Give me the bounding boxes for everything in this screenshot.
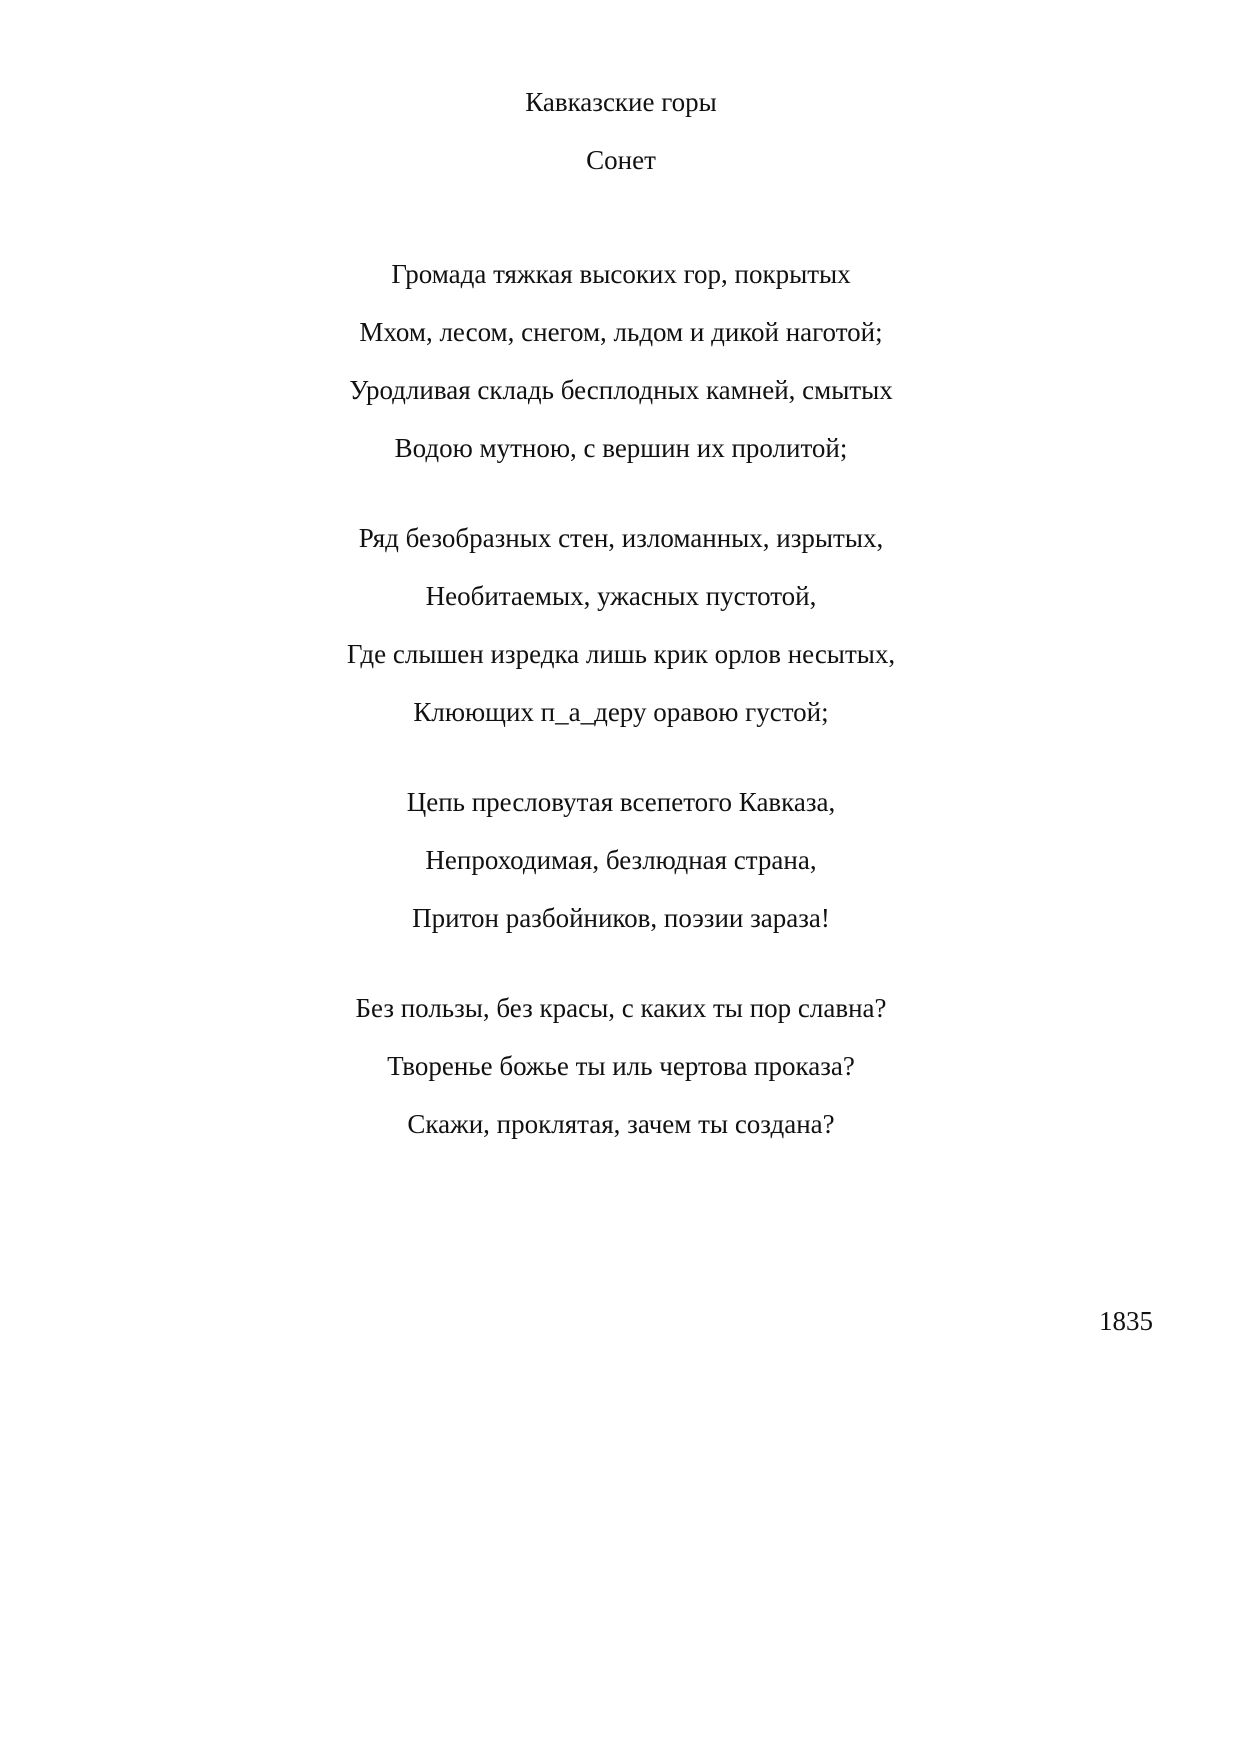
poem-line: Где слышен изредка лишь крик орлов несытых, xyxy=(346,639,896,669)
poem-line: Громада тяжкая высоких гор, покрытых xyxy=(391,259,851,289)
poem-line: Без пользы, без красы, с каких ты пор славна? xyxy=(355,993,887,1023)
stanza-4 xyxy=(0,992,1242,1140)
poem-title: Кавказские горы xyxy=(525,87,717,117)
poem-line: Притон разбойников, поэзии зараза! xyxy=(412,903,830,933)
stanza-1 xyxy=(0,258,1242,464)
stanza-3 xyxy=(0,786,1242,934)
poem-line: Клюющих п_а_деру оравою густой; xyxy=(413,697,829,727)
poem-line: Ряд безобразных стен, изломанных, изрытых, xyxy=(358,523,884,553)
poem-line: Уродливая складь бесплодных камней, смытых xyxy=(349,375,893,405)
stanza-2 xyxy=(0,522,1242,728)
poem-line: Мхом, лесом, снегом, льдом и дикой наготой; xyxy=(359,317,883,347)
poem-line: Скажи, проклятая, зачем ты создана? xyxy=(407,1109,835,1139)
poem-subtitle: Сонет xyxy=(586,145,656,175)
poem-year: 1835 xyxy=(1099,1306,1153,1336)
poem-line: Цепь пресловутая всепетого Кавказа, xyxy=(406,787,836,817)
poem-line: Творенье божье ты иль чертова проказа? xyxy=(387,1051,855,1081)
poem-line: Необитаемых, ужасных пустотой, xyxy=(425,581,817,611)
poem-line: Непроходимая, безлюдная страна, xyxy=(425,845,817,875)
poem-line: Водою мутною, с вершин их пролитой; xyxy=(394,433,848,463)
poem-body xyxy=(0,258,1242,1198)
